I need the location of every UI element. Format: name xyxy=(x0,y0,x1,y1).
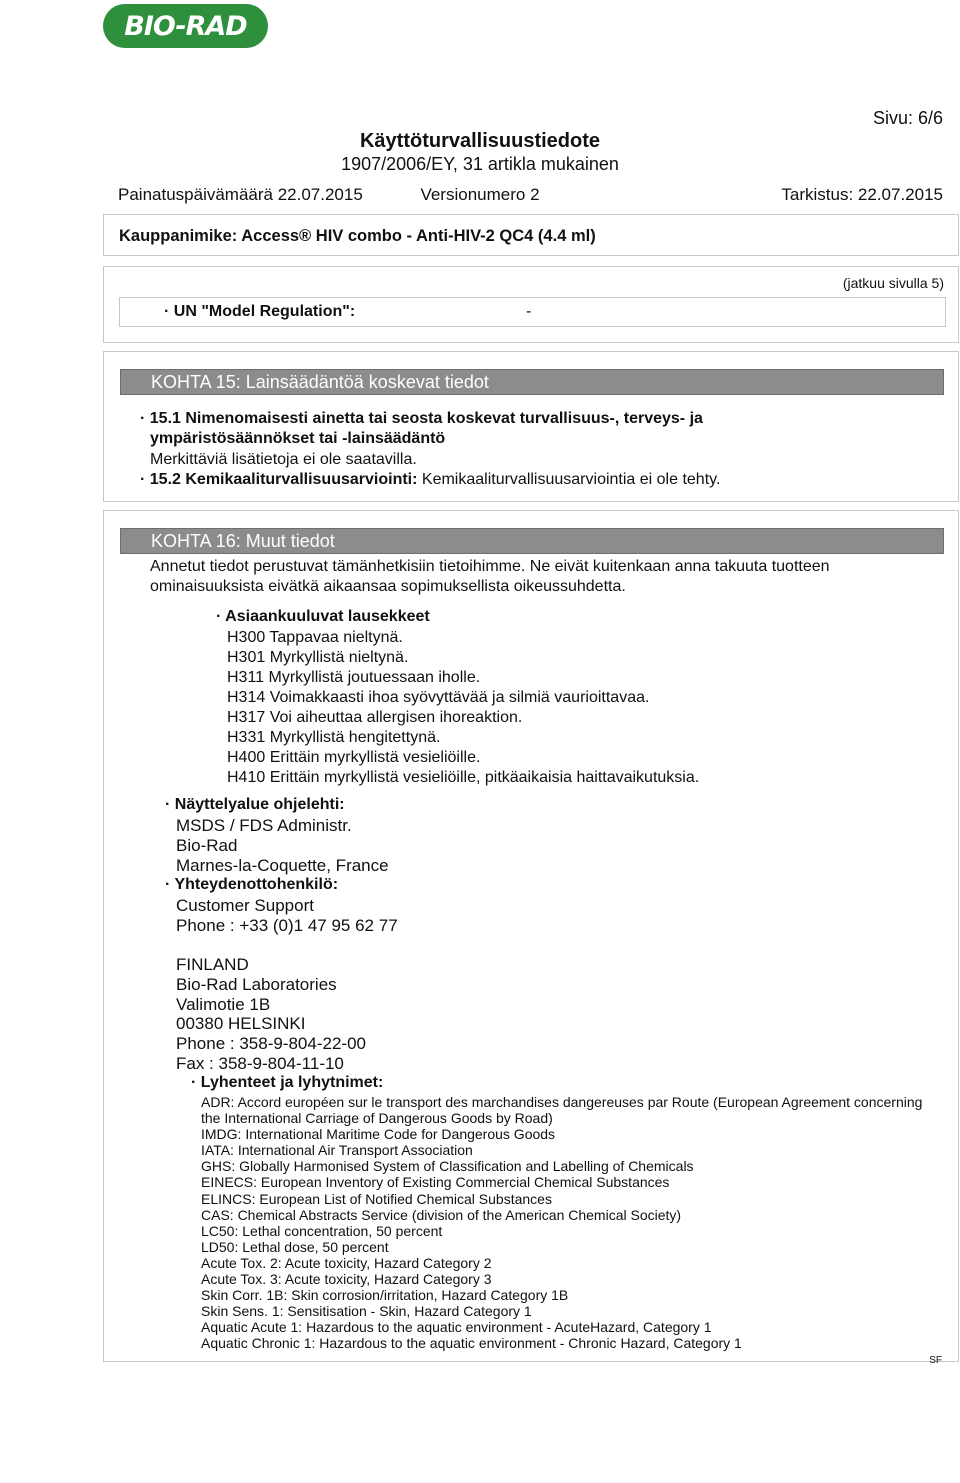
local-line: Phone : 358-9-804-22-00 xyxy=(176,1034,366,1054)
relevant-phrases-label: · Asiaankuuluvat lausekkeet xyxy=(216,608,430,625)
section-15-1-line1: · 15.1 Nimenomaisesti ainetta tai seosta koskevat turvallisuus-, terveys- ja xyxy=(140,410,703,427)
un-model-label: · UN "Model Regulation": xyxy=(164,303,356,320)
page-number: Sivu: 6/6 xyxy=(872,108,943,128)
abbreviations-list xyxy=(201,1094,922,1352)
hazard-phrase: H314 Voimakkaasti ihoa syövyttävää ja silmiä vaurioittavaa. xyxy=(227,689,650,706)
bio-rad-logo xyxy=(103,4,268,48)
revision-date: Tarkistus: 22.07.2015 xyxy=(781,185,943,204)
footer-language-code: SF xyxy=(929,1355,942,1366)
hazard-phrase: H400 Erittäin myrkyllistä vesieliöille. xyxy=(227,749,481,766)
section-16-heading: KOHTA 16: Muut tiedot xyxy=(120,528,944,554)
abbreviation-line: ELINCS: European List of Notified Chemical Substances xyxy=(201,1190,552,1207)
continued-note: (jatkuu sivulla 5) xyxy=(842,275,944,291)
section-15-1-line2: ympäristösäännökset tai -lainsäädäntö xyxy=(150,430,446,447)
local-line: Bio-Rad Laboratories xyxy=(176,974,337,994)
abbreviation-line: GHS: Globally Harmonised System of Classification and Labelling of Chemicals xyxy=(201,1158,694,1175)
abbreviation-line: CAS: Chemical Abstracts Service (division of the American Chemical Society) xyxy=(201,1206,682,1223)
transport-section-box xyxy=(103,266,959,343)
product-name-box xyxy=(103,214,959,256)
issuer-lines xyxy=(176,816,389,876)
document-title: Käyttöturvallisuustiedote xyxy=(359,130,601,152)
abbreviation-line: Acute Tox. 3: Acute toxicity, Hazard Category 3 xyxy=(201,1271,492,1288)
contact-label: · Yhteydenottohenkilö: xyxy=(165,876,339,893)
contact-lines xyxy=(176,896,398,936)
issuer-label: · Näyttelyalue ohjelehti: xyxy=(165,796,345,813)
abbreviation-line: the International Carriage of Dangerous Goods by Road) xyxy=(201,1110,553,1127)
hazard-phrase: H311 Myrkyllistä joutuessaan iholle. xyxy=(227,669,481,686)
product-name: Kauppanimike: Access® HIV combo - Anti-HIV-2 QC4 (4.4 ml) xyxy=(119,227,596,245)
hazard-phrase: H331 Myrkyllistä hengitettynä. xyxy=(227,729,441,746)
abbreviation-line: Aquatic Chronic 1: Hazardous to the aquatic environment - Chronic Hazard, Category 1 xyxy=(201,1335,742,1352)
un-model-value: - xyxy=(526,303,532,320)
abbreviation-line: Skin Corr. 1B: Skin corrosion/irritation, Hazard Category 1B xyxy=(201,1287,569,1304)
contact-line: Phone : +33 (0)1 47 95 62 77 xyxy=(176,916,398,935)
hazard-phrase: H410 Erittäin myrkyllistä vesieliöille, pitkäaikaisia haittavaikutuksia. xyxy=(227,769,700,786)
local-contact-lines xyxy=(176,955,366,1074)
local-line: Valimotie 1B xyxy=(176,994,271,1014)
abbreviation-line: Aquatic Acute 1: Hazardous to the aquatic environment - AcuteHazard, Category 1 xyxy=(201,1319,712,1336)
hazard-phrase: H317 Voi aiheuttaa allergisen ihoreaktion. xyxy=(227,709,523,726)
section-15-2-text: Kemikaaliturvallisuusarviointia ei ole tehty. xyxy=(421,471,721,488)
abbreviations-label: · Lyhenteet ja lyhytnimet: xyxy=(191,1074,384,1091)
un-model-row xyxy=(119,297,946,327)
document-subtitle: 1907/2006/EY, 31 artikla mukainen xyxy=(341,154,619,174)
local-line: Fax : 358-9-804-11-10 xyxy=(176,1053,344,1073)
local-line: FINLAND xyxy=(176,955,249,974)
abbreviation-line: EINECS: European Inventory of Existing Commercial Chemical Substances xyxy=(201,1174,670,1191)
section-16-intro-line1: Annetut tiedot perustuvat tämänhetkisiin tietoihimme. Ne eivät kuitenkaan anna takuuta tuotteen xyxy=(150,558,830,575)
contact-line: Customer Support xyxy=(176,896,314,915)
issuer-line: Bio-Rad xyxy=(176,836,238,855)
issuer-line: MSDS / FDS Administr. xyxy=(176,816,352,835)
section-16-intro-line2: ominaisuuksista eivätkä aikaansaa sopimuksellista oikeussuhdetta. xyxy=(150,578,626,595)
local-line: 00380 HELSINKI xyxy=(176,1014,306,1034)
abbreviation-line: IATA: International Air Transport Association xyxy=(201,1142,473,1159)
hazard-phrase: H300 Tappavaa nieltynä. xyxy=(227,629,403,646)
print-date: Painatuspäivämäärä 22.07.2015 xyxy=(118,185,363,204)
abbreviation-line: IMDG: International Maritime Code for Dangerous Goods xyxy=(201,1126,556,1143)
section-15-heading: KOHTA 15: Lainsäädäntöä koskevat tiedot xyxy=(120,369,944,395)
abbreviation-line: LC50: Lethal concentration, 50 percent xyxy=(201,1222,443,1239)
logo-text: BIO-RAD xyxy=(124,10,247,42)
issuer-line: Marnes-la-Coquette, France xyxy=(176,856,389,875)
abbreviation-line: LD50: Lethal dose, 50 percent xyxy=(201,1238,389,1255)
version-number: Versionumero 2 xyxy=(420,185,540,204)
abbreviation-line: Skin Sens. 1: Sensitisation - Skin, Hazard Category 1 xyxy=(201,1303,532,1320)
section-15-2-label: · 15.2 Kemikaaliturvallisuusarviointi: xyxy=(140,471,418,488)
abbreviation-line: ADR: Accord européen sur le transport des marchandises dangereuses par Route (European Agreement concerning xyxy=(201,1094,923,1110)
section-15-2 xyxy=(140,471,720,489)
hazard-phrases-list xyxy=(227,628,699,788)
section-15-1-text: Merkittäviä lisätietoja ei ole saatavilla. xyxy=(150,451,417,468)
hazard-phrase: H301 Myrkyllistä nieltynä. xyxy=(227,649,409,666)
abbreviation-line: Acute Tox. 2: Acute toxicity, Hazard Category 2 xyxy=(201,1254,492,1271)
